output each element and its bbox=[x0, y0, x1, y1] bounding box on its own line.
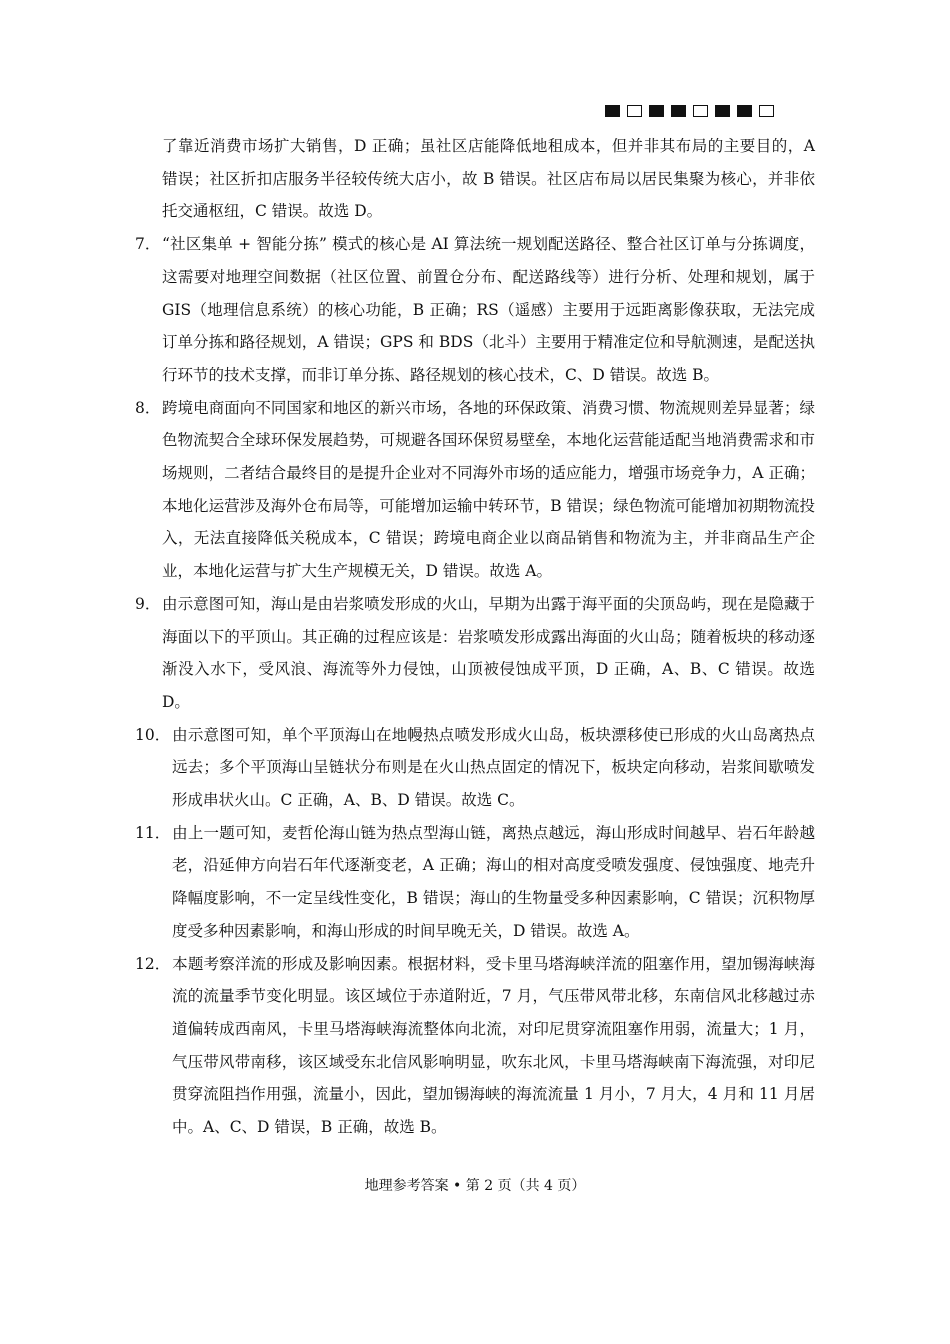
answer-number: 7． bbox=[135, 235, 161, 254]
answer-item-12 bbox=[135, 948, 815, 1144]
header-mark bbox=[649, 105, 664, 117]
answer-item-8 bbox=[135, 392, 815, 588]
answer-text: 由上一题可知，麦哲伦海山链为热点型海山链，离热点越远，海山形成时间越早、岩石年龄越老，沿延伸方向岩石年代逐渐变老，A 正确；海山的相对高度受喷发强度、侵蚀强度、地壳升降幅度影响，不一定呈线性变化，B 错误；海山的生物量受多种因素影响，C 错误；沉积物厚度受多种因素影响，和海山形成的时间早晚无关，D 错误。故选 A。 bbox=[172, 823, 815, 940]
header-mark bbox=[715, 105, 730, 117]
answer-text: 由示意图可知，海山是由岩浆喷发形成的火山，早期为出露于海平面的尖顶岛屿，现在是隐藏于海面以下的平顶山。其正确的过程应该是：岩浆喷发形成露出海面的火山岛；随着板块的移动逐渐没入水下，受风浪、海流等外力侵蚀，山顶被侵蚀成平顶，D 正确，A、B、C 错误。故选 D。 bbox=[162, 594, 815, 711]
answer-item-7 bbox=[135, 228, 815, 392]
header-mark bbox=[737, 105, 752, 117]
answer-text: 由示意图可知，单个平顶海山在地幔热点喷发形成火山岛，板块漂移使已形成的火山岛离热点远去；多个平顶海山呈链状分布则是在火山热点固定的情况下，板块定向移动，岩浆间歇喷发形成串状火山。C 正确，A、B、D 错误。故选 C。 bbox=[172, 725, 815, 810]
answer-text: “社区集单 + 智能分拣” 模式的核心是 AI 算法统一规划配送路径、整合社区订单与分拣调度，这需要对地理空间数据（社区位置、前置仓分布、配送路线等）进行分析、处理和规划，属于 GIS（地理信息系统）的核心功能，B 正确；RS（遥感）主要用于远距离影像获取，无法完成订单分拣和路径规划，A 错误；GPS 和 BDS（北斗）主要用于精准定位和导航测速，是配送执行环节的技术支撑，而非订单分拣、路径规划的核心技术，C、D 错误。故选 B。 bbox=[162, 235, 815, 384]
answer-number: 9． bbox=[135, 594, 161, 613]
page-footer: 地理参考答案 • 第 2 页（共 4 页） bbox=[364, 1178, 586, 1194]
answer-number: 8． bbox=[135, 398, 161, 417]
answer-item-9 bbox=[135, 588, 815, 719]
header-mark bbox=[605, 105, 620, 117]
header-mark bbox=[759, 105, 774, 117]
answer-content bbox=[135, 130, 815, 1144]
answer-number: 11． bbox=[135, 823, 171, 842]
header-mark bbox=[627, 105, 642, 117]
continuation-paragraph: 了靠近消费市场扩大销售，D 正确；虽社区店能降低地租成本，但并非其布局的主要目的，A 错误；社区折扣店服务半径较传统大店小，故 B 错误。社区店布局以居民集聚为核心，并非依托交通枢纽，C 错误。故选 D。 bbox=[162, 137, 815, 221]
answer-number: 10． bbox=[135, 725, 171, 744]
header-mark bbox=[693, 105, 708, 117]
answer-item-10 bbox=[135, 719, 815, 817]
header-mark bbox=[671, 105, 686, 117]
answer-item-11 bbox=[135, 817, 815, 948]
answer-number: 12． bbox=[135, 954, 171, 973]
answer-text: 跨境电商面向不同国家和地区的新兴市场，各地的环保政策、消费习惯、物流规则差异显著；绿色物流契合全球环保发展趋势，可规避各国环保贸易壁垒，本地化运营能适配当地消费需求和市场规则，二者结合最终目的是提升企业对不同海外市场的适应能力，增强市场竞争力，A 正确；本地化运营涉及海外仓布局等，可能增加运输中转环节，B 错误；绿色物流可能增加初期物流投入，无法直接降低关税成本，C 错误；跨境电商企业以商品销售和物流为主，并非商品生产企业，本地化运营与扩大生产规模无关，D 错误。故选 A。 bbox=[162, 398, 815, 581]
header-marks bbox=[605, 105, 774, 117]
answer-text: 本题考察洋流的形成及影响因素。根据材料，受卡里马塔海峡洋流的阻塞作用，望加锡海峡海流的流量季节变化明显。该区域位于赤道附近，7 月，气压带风带北移，东南信风北移越过赤道偏转成西南风，卡里马塔海峡海流整体向北流，对印尼贯穿流阻塞作用弱，流量大；1 月，气压带风带南移，该区域受东北信风影响明显，吹东北风，卡里马塔海峡南下海流强，对印尼贯穿流阻挡作用强，流量小，因此，望加锡海峡的海流流量 1 月小，7 月大，4 月和 11 月居中。A、C、D 错误，B 正确，故选 B。 bbox=[172, 954, 815, 1137]
